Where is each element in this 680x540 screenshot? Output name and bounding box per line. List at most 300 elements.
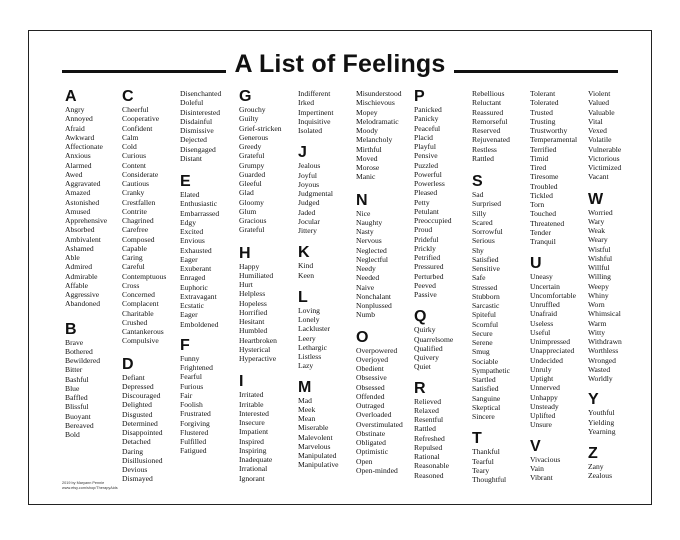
feeling-word: Charitable	[122, 308, 154, 318]
feeling-word: Impatient	[239, 427, 269, 437]
feeling-word: Embarrassed	[180, 208, 220, 218]
feeling-word: Frustrated	[180, 409, 211, 419]
letter-group	[588, 445, 650, 481]
letter-group	[298, 244, 360, 280]
feeling-word: Irked	[298, 98, 315, 108]
feeling-word: Guarded	[239, 169, 266, 179]
feeling-word: Happy	[239, 261, 260, 271]
feeling-word: Neglected	[356, 245, 387, 255]
letter-heading: F	[180, 336, 190, 354]
feeling-word: Unruly	[530, 364, 552, 374]
feeling-word: Meek	[298, 404, 316, 414]
feeling-word: Perturbed	[414, 271, 444, 281]
feeling-word: Ambivalent	[65, 234, 101, 244]
feeling-word: Contrite	[122, 206, 147, 216]
feeling-word: Complacent	[122, 299, 159, 309]
feeling-word: Helpless	[239, 289, 266, 299]
feeling-word: Scornful	[472, 319, 499, 329]
letter-group	[180, 89, 242, 163]
feeling-word: Open	[356, 456, 373, 466]
feeling-word: Placid	[414, 132, 433, 142]
feeling-word: Worn	[588, 300, 605, 309]
feeling-word: Worried	[588, 207, 613, 217]
feeling-word: Petulant	[414, 206, 439, 216]
feeling-word: Worldly	[588, 374, 613, 383]
feeling-word: Curious	[122, 151, 147, 161]
feeling-word: Sanguine	[472, 393, 501, 403]
feeling-word: Sorrowful	[472, 227, 503, 236]
feeling-word: Uncomfortable	[530, 290, 576, 300]
feeling-word: Obstinate	[356, 428, 386, 438]
feeling-word: Naughty	[356, 217, 383, 227]
feeling-word: Threatened	[530, 218, 565, 228]
letter-group	[356, 89, 418, 182]
feeling-word: Fatigued	[180, 446, 207, 456]
feeling-word: Cross	[122, 280, 140, 290]
feeling-word: Trusting	[530, 116, 556, 126]
feeling-word: Puzzled	[414, 160, 439, 170]
feeling-word: Thoughtful	[472, 475, 507, 484]
letter-group	[239, 373, 301, 483]
feeling-word: Enthusiastic	[180, 199, 218, 209]
feeling-word: Thankful	[472, 447, 500, 457]
feeling-word: Prideful	[414, 234, 439, 244]
feeling-word: Powerful	[414, 169, 442, 179]
feeling-word: Bewildered	[65, 356, 101, 365]
feeling-word: Contemptuous	[122, 271, 167, 281]
feeling-word: Victimized	[588, 163, 622, 172]
feeling-word: Misunderstood	[356, 89, 402, 98]
feeling-word: Reasonable	[414, 461, 450, 471]
letter-heading: P	[414, 88, 425, 105]
feeling-word: Lazy	[298, 361, 314, 371]
letter-group	[530, 438, 592, 483]
feeling-word: Hopeless	[239, 298, 267, 308]
feeling-word: Bashful	[65, 374, 89, 384]
feeling-word: Uplifted	[530, 411, 556, 420]
feeling-word: Sad	[472, 190, 484, 199]
feeling-word: Worthless	[588, 346, 619, 356]
feeling-word: Envious	[180, 236, 205, 246]
feeling-word: Warm	[588, 318, 607, 328]
feeling-word: Spiteful	[472, 310, 497, 320]
feeling-word: Excited	[180, 227, 204, 236]
feeling-word: Unafraid	[530, 309, 557, 319]
feeling-word: Hesitant	[239, 317, 265, 326]
feeling-word: Considerate	[122, 169, 159, 179]
feeling-word: Wistful	[588, 244, 611, 254]
feeling-word: Leery	[298, 333, 316, 343]
feeling-word: Unappreciated	[530, 346, 575, 356]
letter-heading: R	[414, 379, 426, 397]
feeling-word: Useless	[530, 318, 554, 328]
feeling-word: Blissful	[65, 402, 89, 412]
feeling-word: Hysterical	[239, 344, 271, 354]
letter-group	[472, 173, 534, 421]
feeling-word: Unnerved	[530, 383, 560, 393]
feeling-word: Trusted	[530, 107, 553, 117]
feeling-word: Hurt	[239, 280, 253, 289]
feeling-word: Unruffled	[530, 300, 560, 309]
feeling-word: Gloomy	[239, 197, 264, 207]
feeling-word: Gleeful	[239, 179, 262, 188]
feeling-word: Willing	[588, 272, 611, 282]
feeling-word: Reluctant	[472, 98, 502, 108]
feeling-word: Furious	[180, 381, 204, 391]
letter-group	[588, 191, 650, 384]
feeling-word: Terrified	[530, 144, 557, 154]
feeling-word: Jealous	[298, 161, 321, 171]
feeling-word: Cheerful	[122, 105, 149, 114]
feeling-word: Buoyant	[65, 411, 91, 421]
feeling-word: Awed	[65, 169, 83, 179]
feeling-word: Manipulative	[298, 460, 339, 470]
feeling-word: Whiny	[588, 290, 609, 300]
feeling-word: Disgusted	[122, 409, 153, 419]
letter-group	[122, 356, 184, 484]
feeling-word: Manipulated	[298, 451, 337, 460]
feeling-word: Tickled	[530, 190, 553, 200]
feeling-word: Vivacious	[530, 454, 561, 464]
feeling-word: Scared	[472, 217, 493, 227]
letter-group	[588, 89, 650, 182]
feeling-word: Determined	[122, 418, 158, 428]
feeling-word: Overstimulated	[356, 419, 403, 429]
feeling-word: Offended	[356, 391, 385, 401]
feeling-word: Forgiving	[180, 418, 210, 428]
feeling-word: Anxious	[65, 151, 91, 161]
feeling-word: Unimpressed	[530, 337, 571, 346]
feeling-word: Preoccupied	[414, 216, 452, 225]
feeling-word: Tranquil	[530, 237, 556, 246]
feeling-word: Affable	[65, 280, 89, 290]
feeling-word: Smug	[472, 347, 490, 357]
feeling-word: Obsessive	[356, 373, 387, 383]
feeling-word: Cautious	[122, 179, 150, 188]
feeling-word: Astonished	[65, 197, 100, 207]
feeling-word: Refreshed	[414, 433, 445, 443]
feeling-word: Timid	[530, 153, 549, 163]
feeling-word: Euphoric	[180, 282, 208, 292]
letter-group	[472, 89, 534, 163]
letter-group	[530, 255, 592, 429]
feeling-word: Vacant	[588, 172, 609, 182]
feeling-word: Touched	[530, 209, 557, 219]
feeling-word: Awkward	[65, 132, 95, 142]
feeling-word: Playful	[414, 142, 436, 151]
feeling-word: Volatile	[588, 135, 612, 145]
feeling-word: Withdrawn	[588, 337, 622, 346]
letter-heading: M	[298, 378, 312, 396]
feeling-word: Edgy	[180, 217, 197, 227]
feelings-column-10	[588, 89, 650, 481]
feeling-word: Irritated	[239, 390, 264, 400]
feeling-word: Grateful	[239, 151, 265, 161]
feeling-word: Exhausted	[180, 245, 212, 255]
feeling-word: Emboldened	[180, 319, 219, 329]
feeling-word: Yearning	[588, 426, 616, 436]
feeling-word: Mad	[298, 395, 312, 405]
feeling-word: Inadequate	[239, 455, 273, 464]
feeling-word: Baffled	[65, 393, 88, 402]
feeling-word: Numb	[356, 310, 375, 320]
feeling-word: Pensive	[414, 151, 438, 161]
feeling-word: Vital	[588, 116, 603, 126]
feeling-word: Pleased	[414, 188, 438, 198]
feeling-word: Stressed	[472, 282, 498, 292]
letter-group	[298, 144, 360, 235]
feeling-word: Rejuvenated	[472, 135, 510, 145]
letter-group	[298, 89, 360, 135]
feeling-word: Weepy	[588, 281, 609, 291]
feeling-word: Crestfallen	[122, 197, 156, 207]
feeling-word: Frightened	[180, 363, 213, 372]
feeling-word: Nonplussed	[356, 301, 392, 310]
feeling-word: Doleful	[180, 98, 204, 108]
feeling-word: Lackluster	[298, 324, 331, 334]
feeling-word: Reserved	[472, 126, 501, 135]
feeling-word: Open-minded	[356, 465, 398, 475]
feeling-word: Enraged	[180, 273, 206, 283]
feeling-word: Disdainful	[180, 116, 213, 126]
feeling-word: Overloaded	[356, 410, 392, 420]
feeling-word: Lethargic	[298, 342, 327, 352]
feeling-word: Overpowered	[356, 345, 398, 355]
feeling-word: Panicked	[414, 105, 442, 114]
feeling-word: Hyperactive	[239, 354, 277, 363]
feeling-word: Sympathetic	[472, 365, 510, 375]
letter-heading: V	[530, 437, 541, 455]
feeling-word: Panicky	[414, 114, 439, 124]
feeling-word: Serene	[472, 338, 493, 347]
feeling-word: Content	[122, 160, 147, 170]
feeling-word: Cranky	[122, 188, 145, 198]
letter-heading: I	[239, 373, 244, 391]
feeling-word: Startled	[472, 375, 496, 384]
letter-group	[414, 88, 476, 299]
feelings-column-9	[530, 89, 592, 482]
feeling-word: Flustered	[180, 427, 209, 437]
letter-heading: J	[298, 144, 307, 162]
feeling-word: Peeved	[414, 280, 436, 290]
feeling-word: Relaxed	[414, 405, 439, 415]
feeling-word: Passive	[414, 290, 437, 299]
feeling-word: Bothered	[65, 346, 93, 356]
feeling-word: Resentful	[414, 415, 444, 424]
feeling-word: Abandoned	[65, 299, 101, 309]
feeling-word: Youthful	[588, 408, 615, 418]
letter-heading: B	[65, 320, 77, 338]
feeling-word: Guilty	[239, 114, 259, 124]
feeling-word: Needy	[356, 264, 376, 273]
feeling-word: Inspired	[239, 436, 264, 446]
letter-heading: Y	[588, 391, 599, 409]
letter-group	[472, 430, 534, 484]
feeling-word: Fair	[180, 390, 193, 400]
feeling-word: Mopey	[356, 107, 378, 117]
feeling-word: Glum	[239, 206, 257, 216]
letter-group	[65, 321, 127, 440]
feeling-word: Eager	[180, 310, 198, 320]
feeling-word: Jocular	[298, 216, 320, 226]
feeling-word: Vulnerable	[588, 144, 622, 154]
feeling-word: Discouraged	[122, 391, 161, 400]
feeling-word: Jaded	[298, 207, 316, 217]
feeling-word: Pressured	[414, 262, 444, 272]
letter-group	[414, 380, 476, 480]
feeling-word: Nervous	[356, 236, 382, 246]
feeling-word: Needed	[356, 273, 380, 283]
feeling-word: Moody	[356, 126, 378, 135]
feeling-word: Dejected	[180, 135, 207, 145]
feeling-word: Disinterested	[180, 107, 221, 117]
feeling-word: Aggressive	[65, 290, 100, 299]
feeling-word: Marvelous	[298, 441, 331, 451]
letter-heading: Z	[588, 445, 598, 462]
feeling-word: Defiant	[122, 372, 145, 382]
letter-heading: T	[472, 430, 482, 448]
feeling-word: Grumpy	[239, 160, 265, 170]
feeling-word: Joyful	[298, 170, 317, 180]
feeling-word: Tender	[530, 227, 551, 237]
feelings-column-5	[298, 89, 360, 470]
feeling-word: Ignorant	[239, 473, 265, 483]
feeling-word: Silly	[472, 208, 487, 218]
feeling-word: Wary	[588, 216, 605, 226]
feeling-word: Tearful	[472, 456, 494, 466]
feeling-word: Admirable	[65, 271, 98, 281]
feeling-word: Brave	[65, 337, 84, 347]
feeling-word: Unhappy	[530, 392, 558, 402]
feelings-column-1	[65, 88, 127, 439]
feeling-word: Wasted	[588, 364, 611, 374]
feeling-word: Uneasy	[530, 272, 553, 282]
feeling-word: Dismissive	[180, 126, 214, 135]
feeling-word: Surprised	[472, 199, 502, 209]
feeling-word: Annoyed	[65, 114, 93, 124]
feeling-word: Alarmed	[65, 160, 92, 170]
feeling-word: Stubborn	[472, 291, 500, 301]
feeling-word: Inspiring	[239, 445, 267, 455]
feeling-word: Chagrined	[122, 216, 154, 225]
feeling-word: Grateful	[239, 225, 265, 235]
feeling-word: Repulsed	[414, 442, 443, 452]
feeling-word: Able	[65, 253, 80, 262]
feeling-word: Indifferent	[298, 89, 331, 98]
feeling-word: Compulsive	[122, 336, 159, 346]
feeling-word: Greedy	[239, 142, 262, 151]
feeling-word: Cold	[122, 142, 137, 151]
feeling-word: Nice	[356, 208, 371, 218]
feeling-word: Outraged	[356, 401, 385, 410]
feeling-word: Nasty	[356, 227, 374, 236]
feeling-word: Neglectful	[356, 254, 389, 264]
feeling-word: Malevolent	[298, 432, 333, 442]
feeling-word: Absorbed	[65, 225, 95, 235]
feeling-word: Restless	[472, 144, 497, 154]
feeling-word: Obsessed	[356, 382, 385, 392]
feeling-word: Elated	[180, 190, 200, 199]
feeling-word: Weak	[588, 226, 606, 235]
letter-heading: C	[122, 88, 134, 105]
feelings-column-2	[122, 88, 184, 484]
letter-group	[356, 192, 418, 320]
feeling-word: Vain	[530, 463, 544, 473]
feeling-word: Loving	[298, 305, 320, 315]
feeling-word: Valued	[588, 98, 610, 108]
feeling-word: Listless	[298, 352, 322, 361]
feeling-word: Undecided	[530, 355, 563, 365]
feeling-word: Kind	[298, 261, 314, 271]
feeling-word: Rational	[414, 452, 440, 461]
feeling-word: Irritable	[239, 399, 264, 409]
letter-heading: A	[65, 88, 77, 105]
feeling-word: Shy	[472, 245, 484, 255]
feeling-word: Crushed	[122, 317, 148, 327]
feeling-word: Moved	[356, 153, 378, 163]
feeling-word: Willful	[588, 263, 610, 272]
letter-heading: N	[356, 191, 368, 209]
feeling-word: Zealous	[588, 471, 613, 481]
feeling-word: Bold	[65, 430, 80, 439]
feeling-word: Disappointed	[122, 428, 163, 437]
feeling-word: Teary	[472, 465, 490, 475]
letter-group	[239, 88, 301, 235]
feeling-word: Admired	[65, 262, 92, 272]
feeling-word: Sociable	[472, 356, 499, 366]
feeling-word: Caring	[122, 253, 143, 262]
feeling-word: Relieved	[414, 396, 441, 406]
feeling-word: Lonely	[298, 315, 320, 324]
feeling-word: Bitter	[65, 365, 83, 375]
feeling-word: Gracious	[239, 216, 267, 225]
feeling-word: Cooperative	[122, 114, 160, 124]
feelings-column-8	[472, 89, 534, 484]
feeling-word: Distant	[180, 153, 202, 163]
feeling-word: Uncertain	[530, 281, 560, 291]
feeling-word: Extravagant	[180, 291, 217, 301]
feeling-word: Optimistic	[356, 447, 389, 457]
feeling-word: Powerless	[414, 179, 445, 188]
letter-group	[239, 245, 301, 364]
feeling-word: Serious	[472, 236, 495, 246]
feeling-word: Secure	[472, 328, 493, 338]
feeling-word: Insecure	[239, 418, 265, 427]
feeling-word: Proud	[414, 225, 433, 235]
feeling-word: Zany	[588, 462, 604, 471]
letter-group	[414, 308, 476, 371]
feeling-word: Amused	[65, 206, 91, 216]
page-title: A List of Feelings	[0, 49, 680, 79]
feeling-word: Carefree	[122, 225, 149, 235]
feeling-word: Judgmental	[298, 189, 334, 198]
feeling-word: Trustworthy	[530, 126, 568, 135]
letter-group	[122, 88, 184, 346]
feeling-word: Tolerant	[530, 89, 556, 98]
letter-heading: W	[588, 190, 604, 208]
credit	[62, 481, 118, 491]
letter-heading: L	[298, 288, 308, 306]
credit-line-1: 2019 by Maryann Pennie	[62, 481, 105, 485]
feeling-word: Quivery	[414, 353, 439, 362]
feeling-word: Fearful	[180, 372, 202, 382]
feeling-word: Capable	[122, 243, 147, 253]
feeling-word: Horrified	[239, 307, 268, 317]
feeling-word: Confident	[122, 123, 153, 133]
feeling-word: Mean	[298, 414, 316, 423]
letter-heading: E	[180, 173, 191, 190]
feeling-word: Eager	[180, 254, 198, 264]
